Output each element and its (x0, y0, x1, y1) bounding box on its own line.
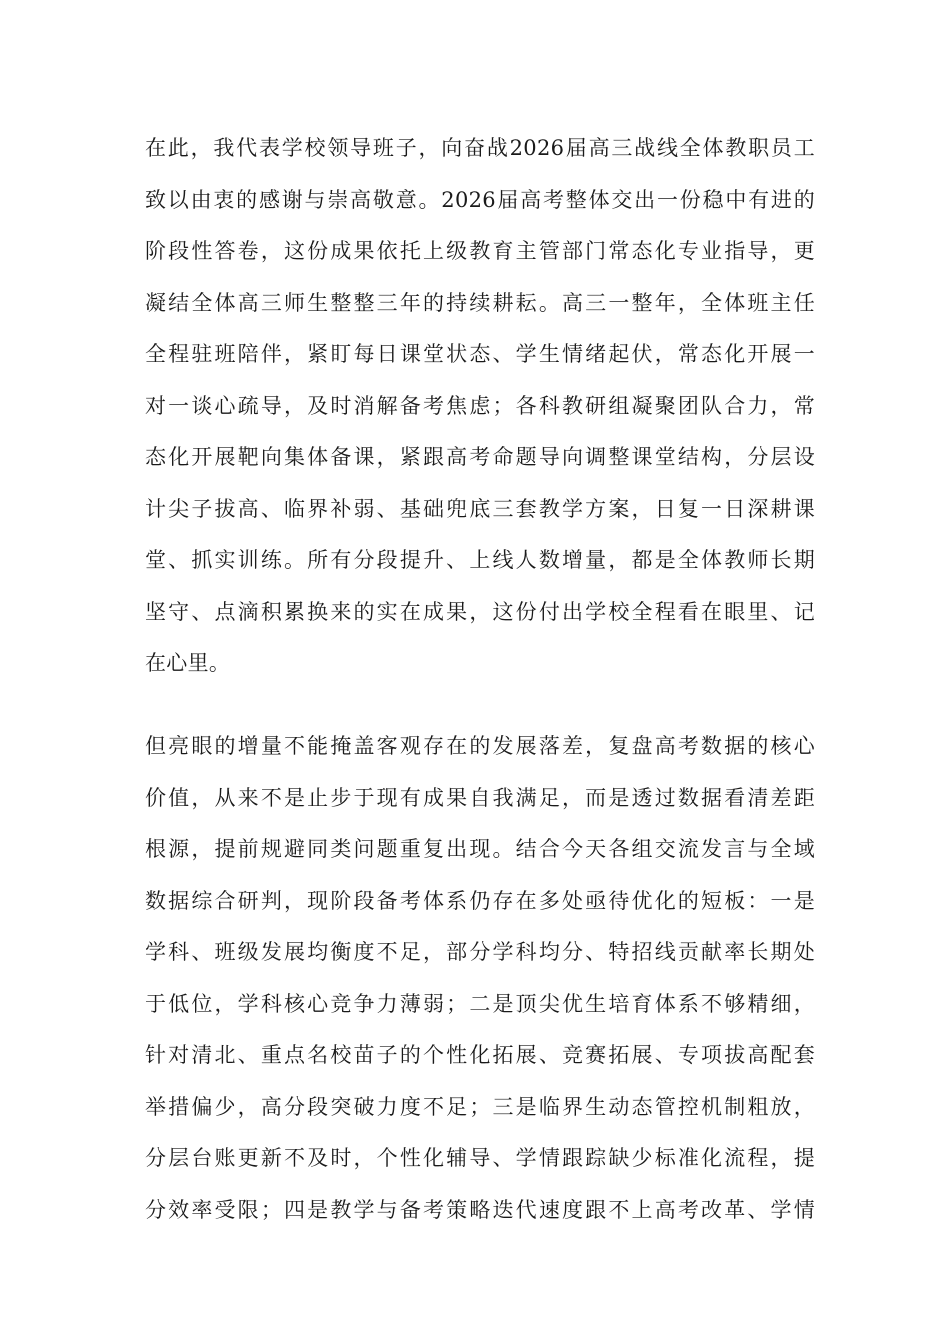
text-line: 态化开展靶向集体备课，紧跟高考命题导向调整课堂结构，分层设 (145, 445, 815, 469)
text-line: 在心里。 (145, 651, 231, 675)
text-line: 价值，从来不是止步于现有成果自我满足，而是透过数据看清差距 (145, 785, 815, 810)
text-line: 但亮眼的增量不能掩盖客观存在的发展落差，复盘高考数据的核心 (145, 734, 815, 758)
text-line: 针对清北、重点名校苗子的个性化拓展、竞赛拓展、专项拔高配套 (145, 1043, 815, 1067)
text-line: 在此，我代表学校领导班子，向奋战2026届高三战线全体教职员工 (145, 136, 815, 160)
text-line: 于低位，学科核心竞争力薄弱；二是顶尖优生培育体系不够精细， (145, 991, 815, 1016)
text-line: 凝结全体高三师生整整三年的持续耕耘。高三一整年，全体班主任 (145, 290, 815, 315)
text-line: 致以由衷的感谢与崇高敬意。2026届高考整体交出一份稳中有进的 (145, 187, 815, 212)
paragraph-shortcomings (145, 721, 815, 1236)
paragraph-gratitude (145, 123, 815, 690)
text-line: 阶段性答卷，这份成果依托上级教育主管部门常态化专业指导，更 (145, 239, 815, 263)
text-line: 堂、抓实训练。所有分段提升、上线人数增量，都是全体教师长期 (145, 548, 815, 572)
text-line: 计尖子拔高、临界补弱、基础兜底三套教学方案，日复一日深耕课 (145, 496, 815, 521)
text-line: 分层台账更新不及时，个性化辅导、学情跟踪缺少标准化流程，提 (145, 1146, 815, 1170)
text-line: 数据综合研判，现阶段备考体系仍存在多处亟待优化的短板：一是 (145, 888, 815, 913)
text-line: 坚守、点滴积累换来的实在成果，这份付出学校全程看在眼里、记 (145, 599, 815, 624)
text-line: 对一谈心疏导，及时消解备考焦虑；各科教研组凝聚团队合力，常 (145, 393, 815, 418)
text-line: 举措偏少，高分段突破力度不足；三是临界生动态管控机制粗放， (145, 1094, 815, 1119)
text-line: 全程驻班陪伴，紧盯每日课堂状态、学生情绪起伏，常态化开展一 (145, 342, 815, 366)
text-line: 分效率受限；四是教学与备考策略迭代速度跟不上高考改革、学情 (145, 1197, 815, 1222)
text-line: 学科、班级发展均衡度不足，部分学科均分、特招线贡献率长期处 (145, 940, 815, 964)
text-line: 根源，提前规避同类问题重复出现。结合今天各组交流发言与全域 (145, 837, 815, 861)
